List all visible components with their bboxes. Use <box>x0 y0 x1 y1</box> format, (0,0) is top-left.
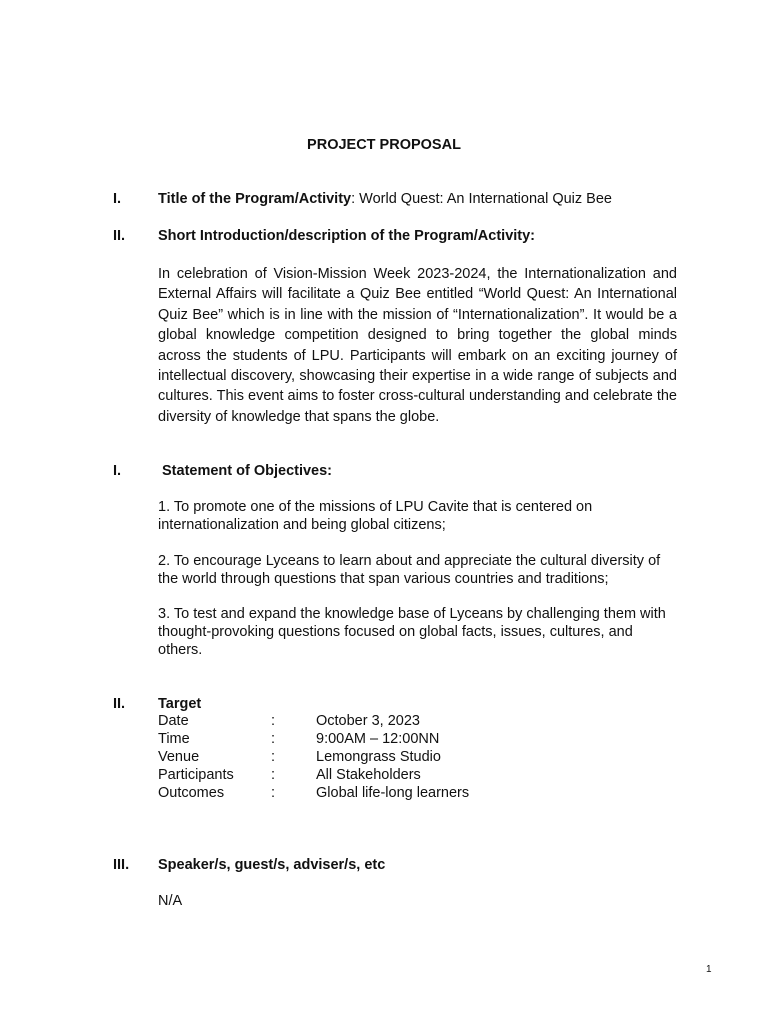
section-numeral: III. <box>113 857 130 873</box>
section-numeral: II. <box>113 696 126 712</box>
target-separator: : <box>271 731 276 747</box>
target-value: Global life-long learners <box>316 785 470 801</box>
target-key: Time <box>158 731 190 747</box>
target-value: Lemongrass Studio <box>316 749 441 765</box>
program-title-line <box>158 191 612 207</box>
objective-item: 1. To promote one of the missions of LPU Cavite that is centered on internationalization and being global citizens; <box>158 499 593 534</box>
program-title-value: : World Quest: An International Quiz Bee <box>351 191 612 207</box>
target-key: Outcomes <box>158 785 225 801</box>
objective-item: 2. To encourage Lyceans to learn about and appreciate the cultural diversity of the world through questions that span various countries and traditions; <box>158 553 661 588</box>
target-key: Venue <box>158 749 200 765</box>
introduction-paragraph: In celebration of Vision-Mission Week 2023-2024, the Internationalization and External Affairs will facilitate a Quiz Bee entitled “World Quest: An International Quiz Bee” which is in line with the mission of “Internationalization”. It would be a global knowledge competition designed to bring together the global minds across the students of LPU. Participants will embark on an exciting journey of intellectual discovery, showcasing their expertise in a wide range of subjects and cultures. This event aims to foster cross-cultural understanding and celebrate the diversity of knowledge that spans the globe. <box>158 266 677 425</box>
page-title: PROJECT PROPOSAL <box>307 137 461 153</box>
target-row-date <box>158 713 658 731</box>
target-value: All Stakeholders <box>316 767 421 783</box>
target-separator: : <box>271 767 276 783</box>
page-number: 1 <box>706 964 712 975</box>
introduction-heading: Short Introduction/description of the Program/Activity: <box>158 228 536 244</box>
target-row-outcomes <box>158 785 658 803</box>
target-heading: Target <box>158 696 202 712</box>
target-separator: : <box>271 749 276 765</box>
target-row-participants <box>158 767 658 785</box>
objective-item: 3. To test and expand the knowledge base of Lyceans by challenging them with thought-provoking questions focused on global facts, issues, cultures, and others. <box>158 606 666 659</box>
target-row-time <box>158 731 658 749</box>
objectives-heading: Statement of Objectives: <box>162 463 333 479</box>
program-title-label: Title of the Program/Activity <box>158 191 352 207</box>
target-separator: : <box>271 713 276 729</box>
speakers-value: N/A <box>158 893 183 909</box>
target-key: Date <box>158 713 189 729</box>
target-key: Participants <box>158 767 234 783</box>
section-numeral: I. <box>113 191 122 207</box>
target-value: October 3, 2023 <box>316 713 420 729</box>
target-separator: : <box>271 785 276 801</box>
speakers-heading: Speaker/s, guest/s, adviser/s, etc <box>158 857 386 873</box>
section-numeral: II. <box>113 228 126 244</box>
target-value: 9:00AM – 12:00NN <box>316 731 440 747</box>
target-row-venue <box>158 749 658 767</box>
section-numeral: I. <box>113 463 122 479</box>
